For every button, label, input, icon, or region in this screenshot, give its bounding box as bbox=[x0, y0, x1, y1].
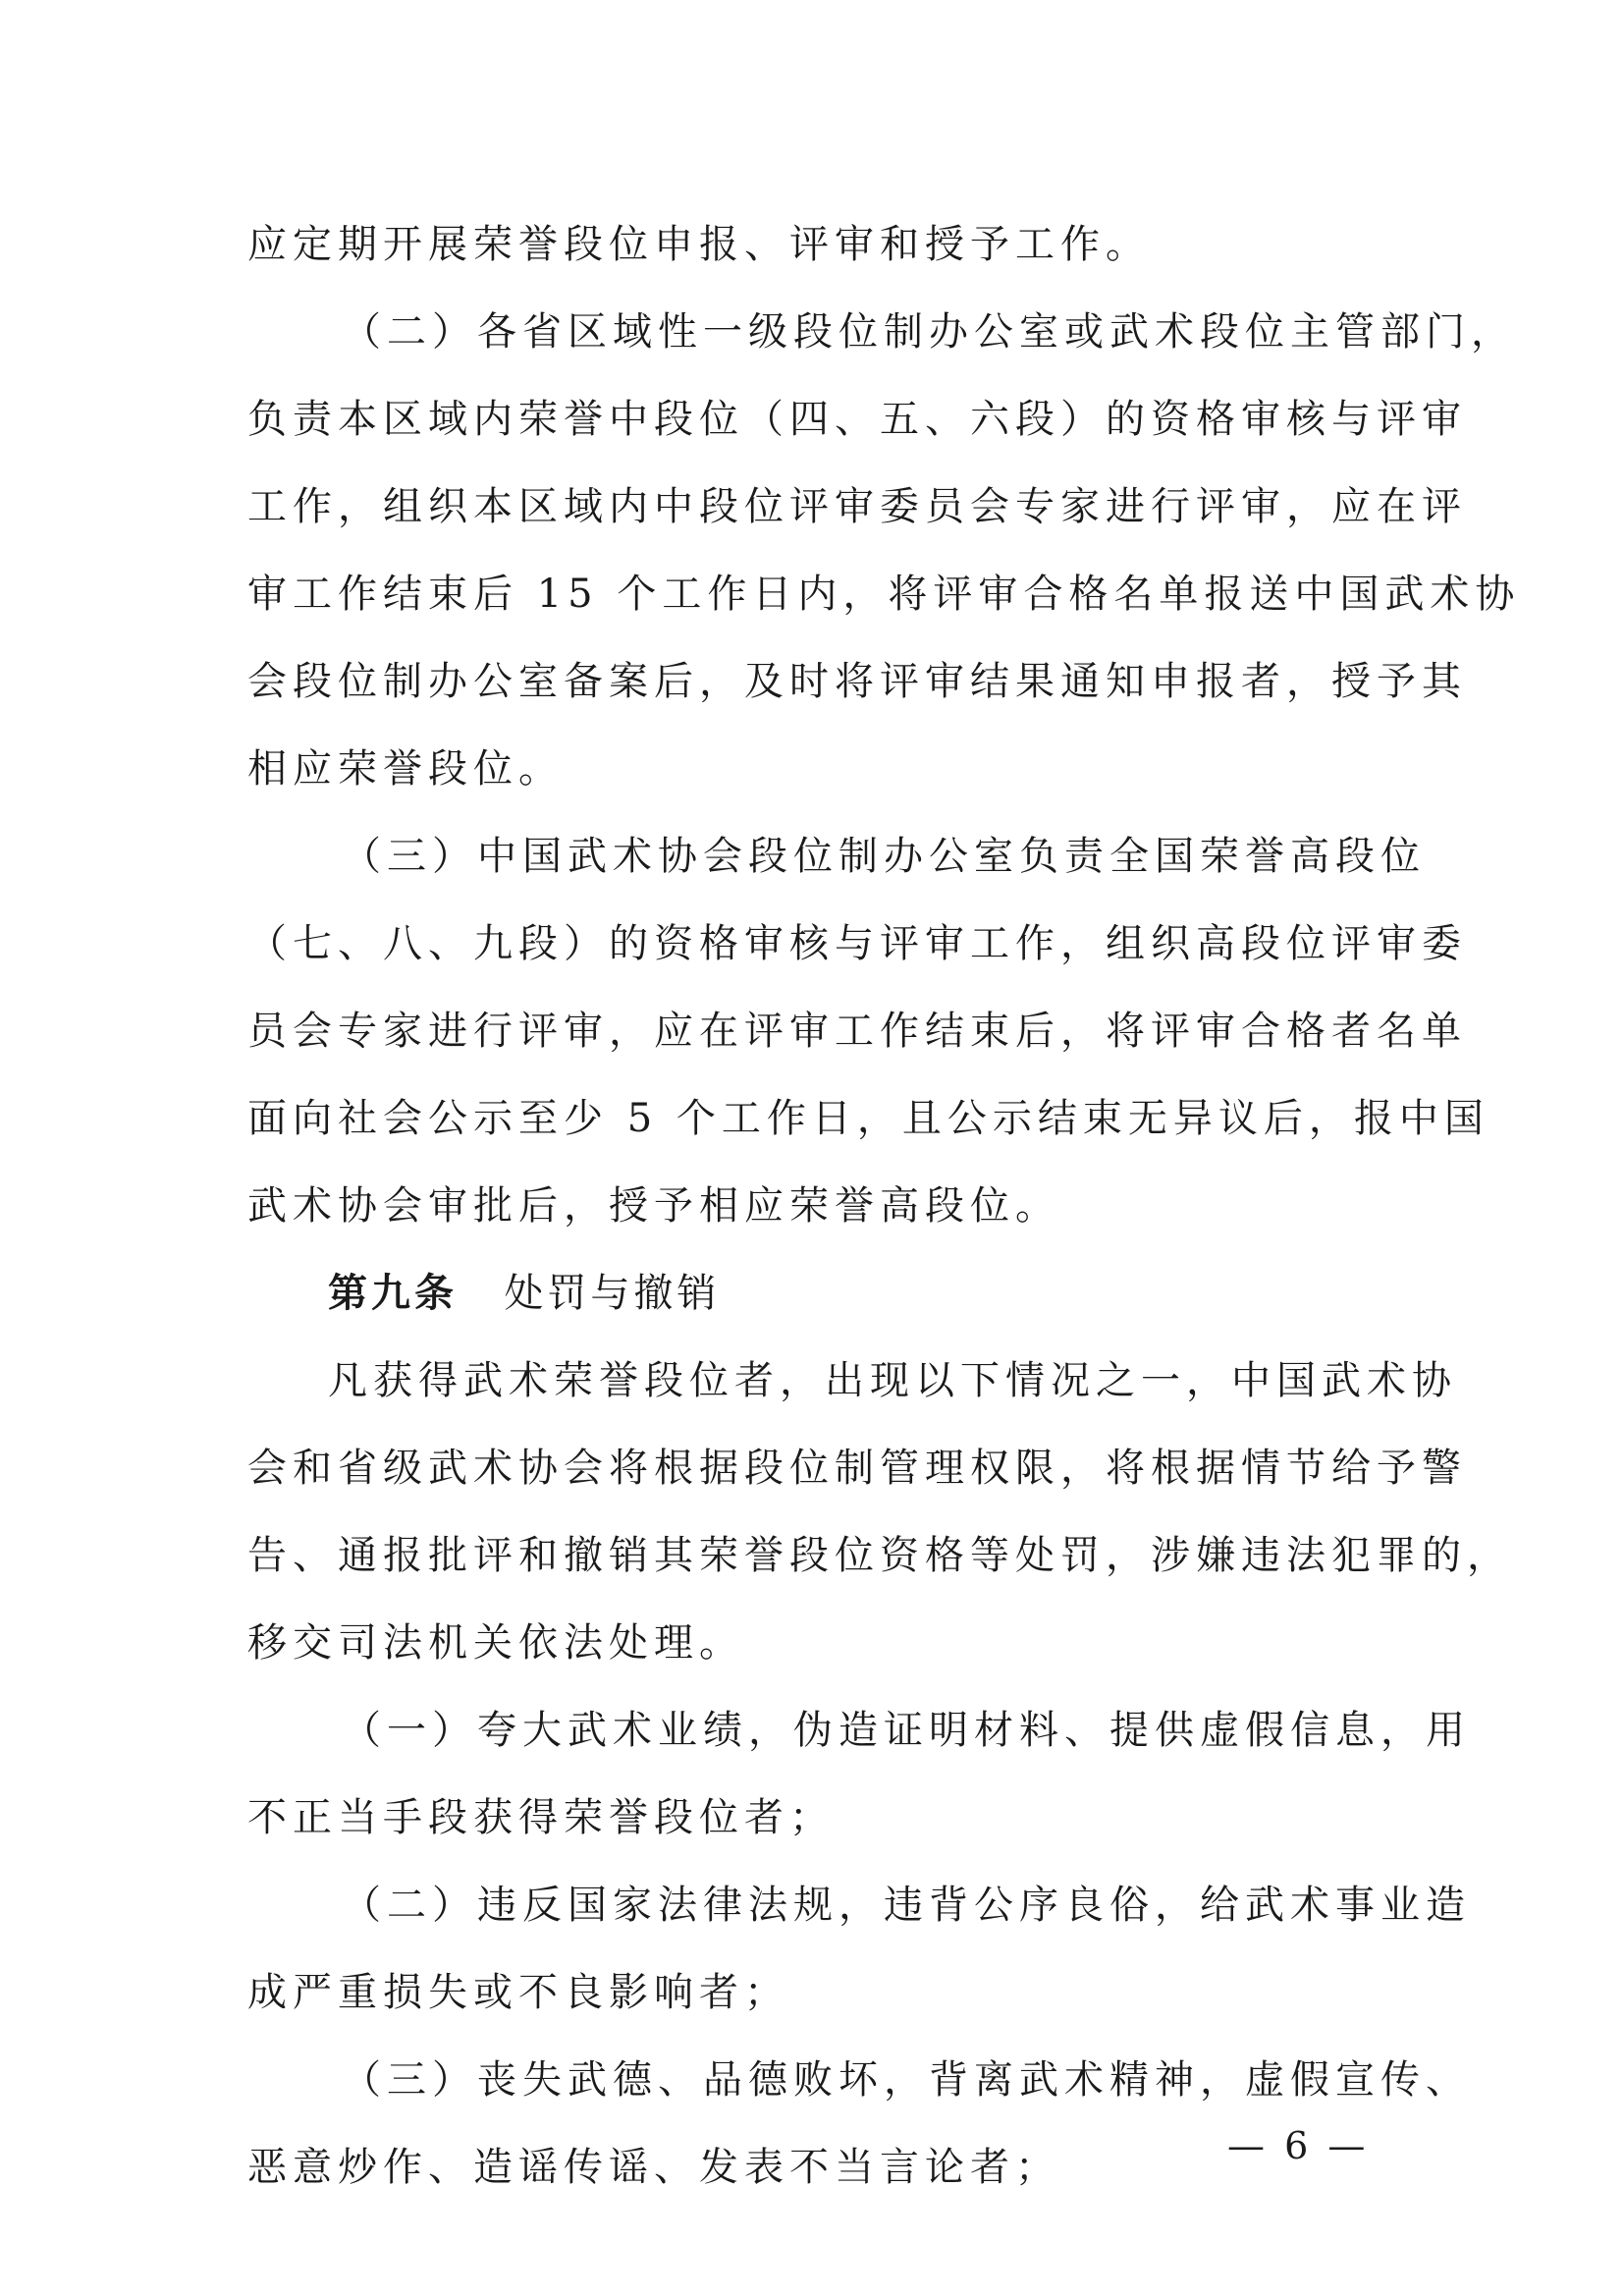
text-line: 工作，组织本区域内中段位评审委员会专家进行评审，应在评 bbox=[247, 484, 1467, 529]
text-line: 应定期开展荣誉段位申报、评审和授予工作。 bbox=[247, 222, 1151, 267]
text-line: 凡获得武术荣誉段位者，出现以下情况之一，中国武术协 bbox=[328, 1358, 1457, 1403]
text-line: （二）违反国家法律法规，违背公序良俗，给武术事业造 bbox=[342, 1883, 1471, 1928]
text-line: 面向社会公示至少 5 个工作日，且公示结束无异议后，报中国 bbox=[247, 1096, 1489, 1141]
text-line: 恶意炒作、造谣传谣、发表不当言论者； bbox=[247, 2145, 1060, 2190]
text-line: （二）各省区域性一级段位制办公室或武术段位主管部门， bbox=[342, 309, 1516, 355]
article-number: 第九条 bbox=[328, 1270, 458, 1316]
article-heading bbox=[328, 1269, 720, 1318]
text-line: （三）中国武术协会段位制办公室负责全国荣誉高段位 bbox=[342, 834, 1426, 879]
text-line: 告、通报批评和撤销其荣誉段位资格等处罚，涉嫌违法犯罪的， bbox=[247, 1533, 1512, 1578]
page-number: — 6 — bbox=[1227, 2124, 1370, 2167]
text-line: 武术协会审批后，授予相应荣誉高段位。 bbox=[247, 1183, 1060, 1229]
text-line: 会和省级武术协会将根据段位制管理权限，将根据情节给予警 bbox=[247, 1446, 1467, 1491]
text-line: 相应荣誉段位。 bbox=[247, 746, 564, 792]
article-title: 处罚与撤销 bbox=[504, 1271, 721, 1316]
text-line: 员会专家进行评审，应在评审工作结束后，将评审合格者名单 bbox=[247, 1009, 1467, 1054]
text-line: 成严重损失或不良影响者； bbox=[247, 1970, 789, 2015]
text-line: （一）夸大武术业绩，伪造证明材料、提供虚假信息，用 bbox=[342, 1708, 1471, 1753]
text-line: 不正当手段获得荣誉段位者； bbox=[247, 1795, 835, 1840]
text-line: 会段位制办公室备案后，及时将评审结果通知申报者，授予其 bbox=[247, 659, 1467, 704]
text-line: （七、八、九段）的资格审核与评审工作，组织高段位评审委 bbox=[247, 921, 1467, 966]
text-line: 移交司法机关依法处理。 bbox=[247, 1620, 744, 1666]
text-line: 审工作结束后 15 个工作日内，将评审合格名单报送中国武术协 bbox=[247, 572, 1521, 617]
text-line: 负责本区域内荣誉中段位（四、五、六段）的资格审核与评审 bbox=[247, 397, 1467, 442]
text-line: （三）丧失武德、品德败坏，背离武术精神，虚假宣传、 bbox=[342, 2057, 1471, 2103]
